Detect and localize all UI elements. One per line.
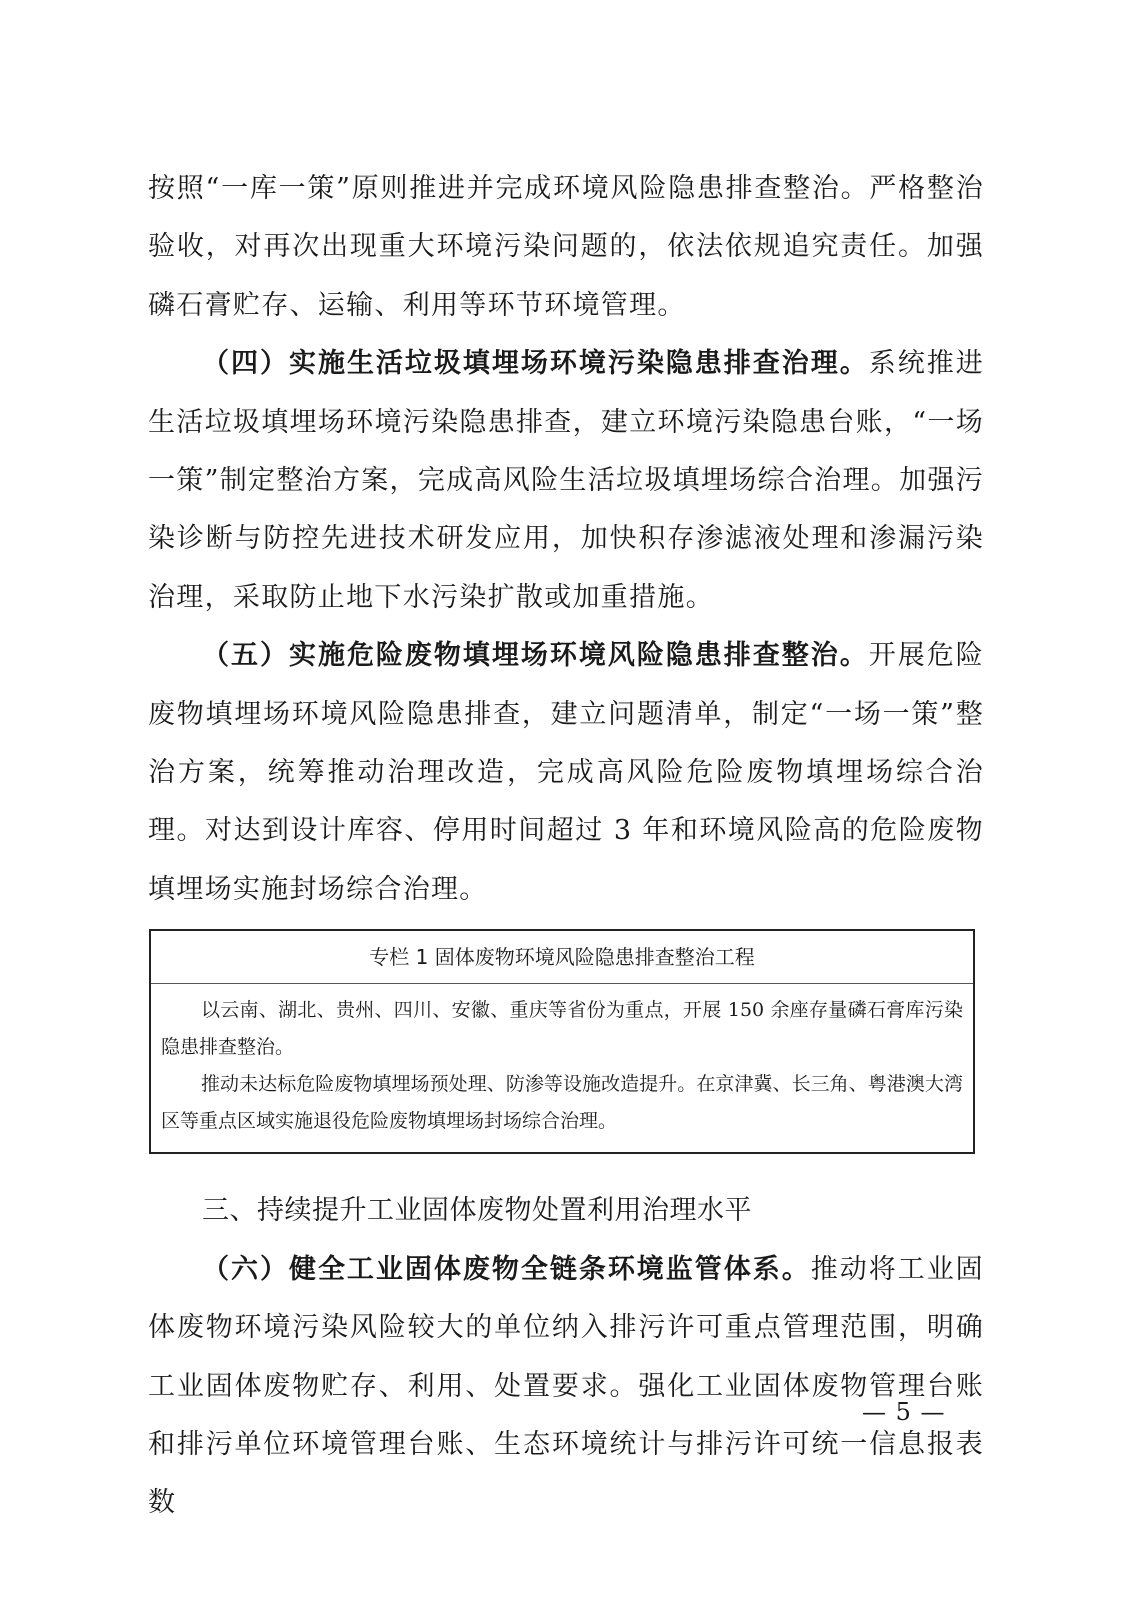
paragraph-heading: （五）实施危险废物填埋场环境风险隐患排查整治。 [202, 640, 869, 672]
paragraph-heading: （六）健全工业固体废物全链条环境监管体系。 [202, 1253, 811, 1285]
paragraph-heading: （四）实施生活垃圾填埋场环境污染隐患排查治理。 [202, 348, 869, 380]
paragraph-text: 推动将工业固体废物环境污染风险较大的单位纳入排污许可重点管理范围，明确工业固体废物贮存、利用、处置要求。强化工业固体废物管理台账和排污单位环境管理台账、生态环境统计与排污许可统一信息报表数 [148, 1253, 984, 1519]
column-box-title: 专栏 1 固体废物环境风险隐患排查整治工程 [151, 931, 973, 984]
paragraph-text: 按照“一库一策”原则推进并完成环境风险隐患排查整治。严格整治验收，对再次出现重大环境污染问题的，依法依规追究责任。加强磷石膏贮存、运输、利用等环节环境管理。 [148, 173, 984, 321]
paragraph-landfill-investigation [148, 335, 984, 627]
column-box [149, 929, 975, 1154]
paragraph-industrial-waste-supervision [148, 1241, 984, 1533]
column-box-body [151, 984, 973, 1152]
paragraph-hazardous-landfill [148, 627, 984, 919]
column-box-item: 推动未达标危险废物填埋场预处理、防渗等设施改造提升。在京津冀、长三角、粤港澳大湾区等重点区域实施退役危险废物填埋场封场综合治理。 [161, 1073, 963, 1133]
document-page [148, 160, 984, 1533]
paragraph-continuation [148, 160, 984, 335]
page-number: — 5 — [862, 1398, 946, 1426]
paragraph-text: 系统推进生活垃圾填埋场环境污染隐患排查，建立环境污染隐患台账，“一场一策”制定整治方案，完成高风险生活垃圾填埋场综合治理。加强污染诊断与防控先进技术研发应用，加快积存渗滤液处理和渗漏污染治理，采取防止地下水污染扩散或加重措施。 [148, 348, 984, 613]
column-box-item: 以云南、湖北、贵州、四川、安徽、重庆等省份为重点，开展 150 余座存量磷石膏库污染隐患排查整治。 [161, 999, 963, 1059]
section-heading: 三、持续提升工业固体废物处置利用治理水平 [202, 1195, 752, 1227]
paragraph-text: 开展危险废物填埋场环境风险隐患排查，建立问题清单，制定“一场一策”整治方案，统筹推动治理改造，完成高风险危险废物填埋场综合治理。对达到设计库容、停用时间超过 3 年和环境风险高的危险废物填埋场实施封场综合治理。 [148, 640, 984, 905]
